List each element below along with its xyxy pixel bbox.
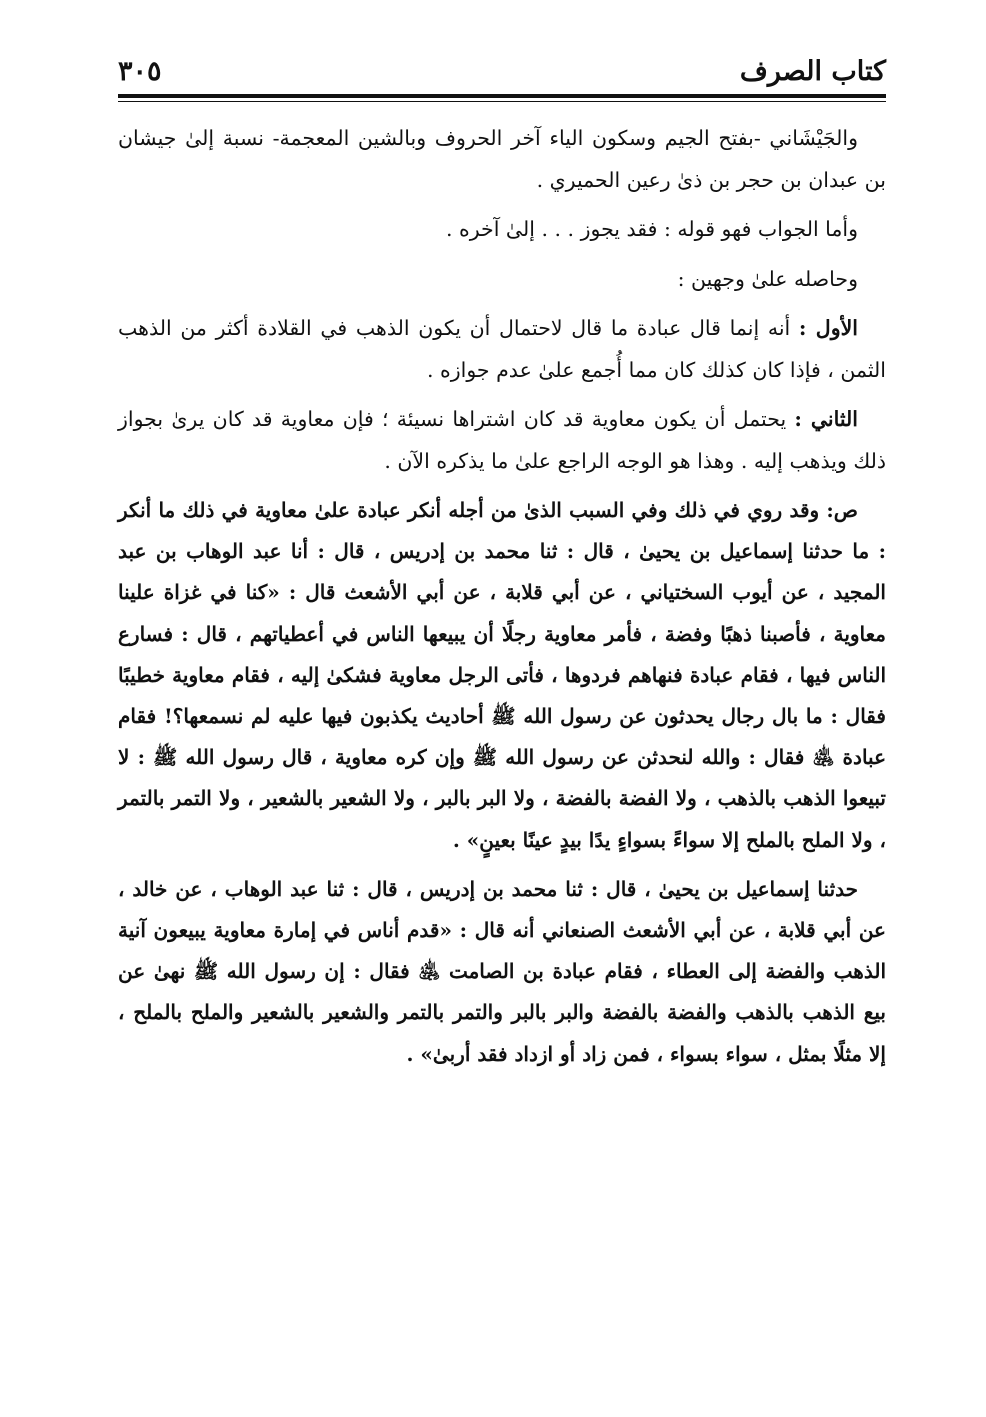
- paragraph-jayshani: [118, 118, 886, 201]
- paragraph-label: الأول :: [798, 316, 858, 340]
- paragraph-text: أنه إنما قال عبادة ما قال لاحتمال أن يكون الذهب في القلادة أكثر من الذهب الثمن ، فإذا كان كذلك كان مما أُجمع علىٰ عدم جوازه .: [118, 316, 886, 382]
- header-rule-thin: [118, 101, 886, 102]
- paragraph-text: والجَيْشَاني -بفتح الجيم وسكون الياء آخر الحروف وبالشين المعجمة- نسبة إلىٰ جيشان بن عبدان بن حجر بن ذىٰ رعين الحميري .: [118, 126, 886, 192]
- paragraph-label: ص:: [826, 498, 858, 522]
- header-rule-thick: [118, 94, 886, 98]
- paragraph-text: وقد روي في ذلك وفي السبب الذىٰ من أجله أنكر عبادة علىٰ معاوية في ذلك ما أنكر : ما حدثنا إسماعيل بن يحيىٰ ، قال : ثنا محمد بن إدريس ، قال : أنا عبد الوهاب بن عبد المجيد ، عن أيوب السختياني ، عن أبي قلابة ، عن أبي الأشعث قال : «كنا في غزاة علينا معاوية ، فأصبنا ذهبًا وفضة ، فأمر معاوية رجلًا أن يبيعها الناس في أعطياتهم ، قال : فسارع الناس فيها ، فقام عبادة فنهاهم فردوها ، فأتى الرجل معاوية فشكىٰ إليه ، فقام معاوية خطيبًا فقال : ما بال رجال يحدثون عن رسول الله ﷺ أحاديث يكذبون فيها عليه لم نسمعها؟! فقام عبادة ﵁ فقال : والله لنحدثن عن رسول الله ﷺ وإن كره معاوية ، قال رسول الله ﷺ : لا تبيعوا الذهب بالذهب ، ولا الفضة بالفضة ، ولا البر بالبر ، ولا الشعير بالشعير ، ولا التمر بالتمر ، ولا الملح بالملح إلا سواءً بسواءٍ يدًا بيدٍ عينًا بعينٍ» .: [118, 498, 887, 852]
- paragraph-first-point: [118, 308, 886, 391]
- page-number: ٣٠٥: [118, 56, 162, 87]
- book-title: كتاب الصرف: [739, 56, 886, 87]
- page-header: [118, 52, 886, 92]
- paragraph-text: وأما الجواب فهو قوله : فقد يجوز . . . إلىٰ آخره .: [445, 217, 858, 241]
- paragraph-summary: [118, 259, 886, 301]
- paragraph-second-narration: [118, 869, 886, 1075]
- paragraph-text-quote: [118, 490, 886, 861]
- paragraph-text: يحتمل أن يكون معاوية قد كان اشتراها نسيئة ؛ فإن معاوية قد كان يرىٰ بجواز ذلك ويذهب إليه . وهذا هو الوجه الراجع علىٰ ما يذكره الآن .: [118, 407, 886, 473]
- paragraph-answer: [118, 209, 886, 251]
- paragraph-second-point: [118, 399, 886, 482]
- paragraph-text: وحاصله علىٰ وجهين :: [677, 266, 858, 291]
- paragraph-label: الثاني :: [794, 407, 858, 431]
- body-text: [118, 118, 886, 1075]
- paragraph-text: حدثنا إسماعيل بن يحيىٰ ، قال : ثنا محمد بن إدريس ، قال : ثنا عبد الوهاب ، عن خالد ، عن أبي قلابة ، عن أبي الأشعث الصنعاني أنه قال : «قدم أناس في إمارة معاوية يبيعون آنية الذهب والفضة إلى العطاء ، فقام عبادة بن الصامت ﵁ فقال : إن رسول الله ﷺ نهىٰ عن بيع الذهب بالذهب والفضة بالفضة والبر بالبر والتمر بالتمر والشعير بالشعير والملح بالملح ، إلا مثلًا بمثل ، سواء بسواء ، فمن زاد أو ازداد فقد أربىٰ» .: [118, 876, 886, 1066]
